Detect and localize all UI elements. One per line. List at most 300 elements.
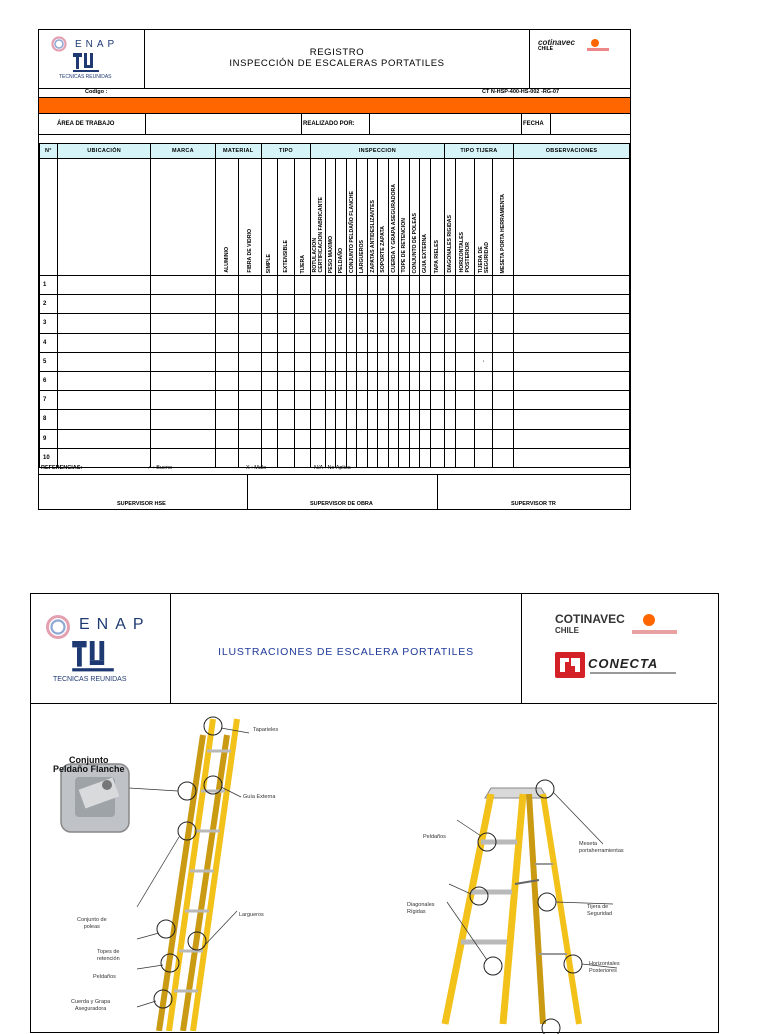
grid-cell <box>456 276 475 295</box>
grid-cell <box>456 429 475 448</box>
grid-cell <box>475 410 493 429</box>
table-row <box>40 295 630 314</box>
grid-cell <box>277 295 295 314</box>
grid-cell <box>444 314 456 333</box>
grid-cell <box>311 333 326 352</box>
referencias-label: REFERENCIAS: <box>41 465 83 471</box>
subheader-label: ROTULACION CERTIFICACION FABRICANTE <box>312 197 325 273</box>
grid-cell <box>514 352 630 371</box>
grid-cell <box>378 429 389 448</box>
enap-logo <box>45 614 71 640</box>
grid-cell <box>475 333 493 352</box>
grid-cell <box>346 371 357 390</box>
grid-cell <box>215 333 238 352</box>
subheader-label: TIJERA DE SEGURIDAD <box>477 241 490 273</box>
subheader-inspeccion <box>399 159 410 276</box>
signature-cell-hse <box>39 475 248 510</box>
grid-cell <box>336 295 347 314</box>
grid-cell <box>514 333 630 352</box>
subheader-inspeccion <box>420 159 431 276</box>
grid-cell <box>357 314 368 333</box>
subheader-label: DIAGONALES RIGIDAS <box>447 215 454 273</box>
codigo-value: CT N-HSP-400-HS-002 -RG-07 <box>482 89 560 95</box>
col-num-header: N° <box>40 144 58 159</box>
grid-cell <box>325 391 336 410</box>
grid-cell <box>57 429 151 448</box>
grid-cell <box>409 371 420 390</box>
grid-cell <box>430 276 444 295</box>
grid-cell <box>215 295 238 314</box>
grid-cell <box>277 371 295 390</box>
subheader-label: MESETA PORTA HERRAMIENTA <box>500 193 507 273</box>
grid-cell <box>399 410 410 429</box>
grid-cell <box>57 410 151 429</box>
grid-cell <box>215 410 238 429</box>
grid-cell <box>57 276 151 295</box>
subheader-label: FIBRA DE VIDRIO <box>246 229 253 273</box>
grid-cell <box>57 314 151 333</box>
row-number: 8 <box>40 410 58 429</box>
grid-cell <box>493 333 514 352</box>
grid-cell <box>346 276 357 295</box>
subheader-inspeccion <box>388 159 399 276</box>
conecta-logo-text: CONECTA <box>588 656 659 671</box>
grid-cell <box>238 410 261 429</box>
cotinavec-logo-text: COTINAVEC <box>555 612 625 626</box>
grid-cell <box>444 410 456 429</box>
grid-cell <box>388 314 399 333</box>
grid-cell <box>430 333 444 352</box>
grid-cell <box>514 429 630 448</box>
col-tipo-tijera-header: TIPO TIJERA <box>444 144 513 159</box>
grid-cell <box>311 391 326 410</box>
grid-cell <box>430 295 444 314</box>
grid-cell <box>261 429 277 448</box>
realizado-label: REALIZADO POR: <box>303 121 355 127</box>
grid-cell <box>456 410 475 429</box>
grid-cell <box>399 295 410 314</box>
grid-cell <box>325 295 336 314</box>
grid-cell <box>357 295 368 314</box>
row-number: 9 <box>40 429 58 448</box>
grid-cell <box>311 371 326 390</box>
signature-row <box>39 474 630 510</box>
grid-cell <box>420 371 431 390</box>
area-value-cell <box>145 114 301 134</box>
grid-cell <box>295 295 311 314</box>
label-conjunto-peldano: Conjunto Peldaño Flanche <box>53 755 125 774</box>
grid-cell <box>367 429 378 448</box>
grid-cell <box>409 333 420 352</box>
row-number: 5 <box>40 352 58 371</box>
grid-cell <box>493 352 514 371</box>
grid-cell <box>311 429 326 448</box>
grid-cell <box>238 314 261 333</box>
grid-cell <box>151 429 215 448</box>
row-number: 7 <box>40 391 58 410</box>
referencias-row <box>39 464 630 474</box>
grid-cell <box>420 276 431 295</box>
conecta-tagline <box>590 672 676 674</box>
grid-cell <box>336 429 347 448</box>
subheader-material <box>238 159 261 276</box>
legend-na: N/A : No Aplica <box>314 465 351 471</box>
tr-logo-icon <box>73 53 99 73</box>
grid-cell <box>475 276 493 295</box>
grid-cell <box>367 352 378 371</box>
grid-cell <box>456 352 475 371</box>
tr-logo-caption: TECNICAS REUNIDAS <box>59 74 112 80</box>
subheader-empty <box>40 159 58 276</box>
grid-cell <box>456 391 475 410</box>
grid-cell <box>215 429 238 448</box>
grid-cell <box>444 429 456 448</box>
grid-cell <box>420 429 431 448</box>
subheader-label: PESO MAXIMO <box>327 235 334 273</box>
grid-cell <box>399 352 410 371</box>
cotinavec-sublogo <box>632 630 677 634</box>
table-row <box>40 429 630 448</box>
area-row <box>39 114 630 135</box>
fecha-label: FECHA <box>523 121 544 127</box>
grid-cell <box>311 410 326 429</box>
grid-cell <box>215 391 238 410</box>
table-row <box>40 352 630 371</box>
label-topes-retencion: Topes de retención <box>97 949 120 962</box>
grid-cell <box>430 410 444 429</box>
grid-cell <box>357 429 368 448</box>
grid-cell <box>325 429 336 448</box>
grid-cell <box>261 391 277 410</box>
illus-logo-box <box>31 594 171 703</box>
subheader-label: GUIA EXTERNA <box>422 233 429 273</box>
grid-cell <box>514 295 630 314</box>
subheader-label: HORIZONTALES POSTERIOR <box>459 232 472 273</box>
label-peldanos-ext: Peldaños <box>93 974 116 980</box>
grid-cell <box>151 371 215 390</box>
subheader-empty <box>514 159 630 276</box>
grid-subheader-row <box>40 159 630 276</box>
grid-cell <box>295 276 311 295</box>
cotinavec-logo-box <box>530 30 630 88</box>
grid-cell <box>57 295 151 314</box>
callout-circle <box>542 1019 560 1034</box>
col-material-header: MATERIAL <box>215 144 261 159</box>
grid-cell <box>346 314 357 333</box>
grid-cell <box>311 314 326 333</box>
illustrations-title: ILUSTRACIONES DE ESCALERA PORTATILES <box>218 646 474 658</box>
inspection-form-sheet <box>38 29 631 510</box>
grid-cell <box>367 410 378 429</box>
legend-malo: X : Malo <box>246 465 267 471</box>
grid-cell <box>261 333 277 352</box>
col-ubicacion-header: UBICACIÓN <box>57 144 151 159</box>
subheader-tijera <box>475 159 493 276</box>
table-row <box>40 391 630 410</box>
subheader-tijera <box>444 159 456 276</box>
subheader-inspeccion <box>409 159 420 276</box>
grid-cell <box>215 352 238 371</box>
cotinavec-chile-text: CHILE <box>538 46 553 52</box>
grid-cell <box>444 391 456 410</box>
subheader-label: ALUMINIO <box>223 247 230 273</box>
row-number: 1 <box>40 276 58 295</box>
grid-cell <box>399 429 410 448</box>
grid-cell <box>357 352 368 371</box>
cotinavec-logo-mark <box>643 614 655 626</box>
grid-cell <box>388 276 399 295</box>
grid-cell <box>151 314 215 333</box>
grid-cell <box>215 314 238 333</box>
col-marca-header: MARCA <box>151 144 215 159</box>
realizado-value-cell <box>369 114 521 134</box>
step-ladder-illustration <box>411 774 691 1034</box>
label-tijera-seguridad: Tijera de Seguridad <box>587 904 613 917</box>
grid-cell <box>493 295 514 314</box>
grid-cell <box>295 391 311 410</box>
row-number: 4 <box>40 333 58 352</box>
subheader-empty <box>57 159 151 276</box>
illustrations-sheet <box>30 593 719 1033</box>
grid-cell <box>514 410 630 429</box>
subheader-inspeccion <box>378 159 389 276</box>
grid-cell <box>388 371 399 390</box>
grid-cell <box>151 391 215 410</box>
grid-cell <box>215 371 238 390</box>
grid-cell <box>514 276 630 295</box>
grid-cell <box>420 391 431 410</box>
grid-cell <box>430 352 444 371</box>
grid-cell <box>493 410 514 429</box>
grid-cell <box>430 371 444 390</box>
grid-cell <box>444 352 456 371</box>
grid-cell <box>456 371 475 390</box>
grid-cell <box>493 314 514 333</box>
grid-cell <box>378 295 389 314</box>
grid-cell <box>277 429 295 448</box>
subheader-label: SIMPLE <box>266 253 273 273</box>
grid-cell <box>367 371 378 390</box>
subheader-label: TOPE DE RETENCION <box>401 218 408 273</box>
grid-cell <box>57 352 151 371</box>
subheader-material <box>215 159 238 276</box>
subheader-inspeccion <box>336 159 347 276</box>
grid-cell <box>493 371 514 390</box>
grid-cell <box>367 295 378 314</box>
label-meseta: Meseta portaherramientas <box>579 841 624 854</box>
grid-cell <box>238 391 261 410</box>
step-ladder <box>445 788 579 1024</box>
grid-cell <box>311 276 326 295</box>
grid-cell <box>444 295 456 314</box>
grid-cell <box>311 352 326 371</box>
col-observaciones-header: OBSERVACIONES <box>514 144 630 159</box>
col-inspeccion-header: INSPECCION <box>311 144 445 159</box>
cotinavec-logo-text: cotinavec <box>538 38 575 47</box>
grid-cell <box>57 333 151 352</box>
grid-cell <box>456 333 475 352</box>
grid-cell <box>378 314 389 333</box>
form-title-line1: REGISTRO <box>309 47 365 58</box>
grid-cell <box>430 429 444 448</box>
codigo-row <box>39 88 630 97</box>
grid-cell <box>261 314 277 333</box>
grid-cell <box>336 371 347 390</box>
grid-cell <box>514 371 630 390</box>
grid-cell <box>378 276 389 295</box>
grid-cell <box>357 276 368 295</box>
grid-cell <box>346 295 357 314</box>
grid-cell <box>378 410 389 429</box>
table-row <box>40 410 630 429</box>
subheader-label: TIJERA <box>299 254 306 273</box>
subheader-inspeccion <box>346 159 357 276</box>
grid-cell <box>325 276 336 295</box>
grid-cell <box>399 314 410 333</box>
grid-cell <box>388 333 399 352</box>
grid-cell <box>325 352 336 371</box>
grid-cell <box>238 371 261 390</box>
grid-cell <box>456 314 475 333</box>
grid-cell <box>420 352 431 371</box>
label-taparieles: Taparieles <box>253 727 279 733</box>
grid-cell <box>357 333 368 352</box>
illustrations-title-box <box>171 594 522 703</box>
row-number: 2 <box>40 295 58 314</box>
grid-cell <box>277 276 295 295</box>
grid-cell <box>367 391 378 410</box>
table-row <box>40 314 630 333</box>
grid-cell <box>295 333 311 352</box>
label-peldanos-step: Peldaños <box>423 834 446 840</box>
grid-cell <box>277 333 295 352</box>
grid-cell <box>151 333 215 352</box>
grid-cell <box>151 276 215 295</box>
tr-logo-icon <box>71 641 115 673</box>
subheader-label: ZAPATAS ANTIDESLIZANTES <box>369 200 376 273</box>
subheader-tijera <box>493 159 514 276</box>
grid-cell <box>238 352 261 371</box>
label-cuerda-grapa: Cuerda y Grapa Aseguradora <box>71 999 111 1012</box>
grid-cell <box>399 391 410 410</box>
subheader-inspeccion <box>430 159 444 276</box>
row5-mark: · <box>475 352 493 371</box>
tr-logo-caption: TECNICAS REUNIDAS <box>53 676 127 683</box>
grid-cell <box>277 352 295 371</box>
subheader-inspeccion <box>325 159 336 276</box>
subheader-label: CUERDA Y GRAPA ASEGURADORA <box>390 184 397 273</box>
grid-cell <box>493 429 514 448</box>
row-number: 6 <box>40 371 58 390</box>
subheader-tipo <box>295 159 311 276</box>
grid-cell <box>420 333 431 352</box>
grid-cell <box>238 333 261 352</box>
grid-cell <box>378 391 389 410</box>
grid-cell <box>277 410 295 429</box>
grid-cell <box>475 371 493 390</box>
cotinavec-logo-mark <box>591 39 599 47</box>
supervisor-hse-label: SUPERVISOR HSE <box>117 501 166 507</box>
table-row <box>40 276 630 295</box>
grid-cell <box>493 391 514 410</box>
grid-cell <box>336 314 347 333</box>
supervisor-obra-label: SUPERVISOR DE OBRA <box>310 501 373 507</box>
grid-cell <box>261 295 277 314</box>
grid-cell <box>444 333 456 352</box>
subheader-label: EXTENSIBLE <box>282 240 289 273</box>
grid-header-row <box>40 144 630 159</box>
grid-cell <box>295 352 311 371</box>
grid-cell <box>261 371 277 390</box>
table-row <box>40 371 630 390</box>
cotinavec-chile-text: CHILE <box>555 626 579 635</box>
grid-cell <box>325 333 336 352</box>
area-label: ÁREA DE TRABAJO <box>57 121 115 127</box>
row-number: 10 <box>40 448 58 467</box>
row-number: 3 <box>40 314 58 333</box>
grid-cell <box>367 276 378 295</box>
grid-cell <box>388 295 399 314</box>
form-title-box <box>145 30 530 88</box>
grid-cell <box>399 333 410 352</box>
enap-logo-text: ENAP <box>79 616 151 633</box>
grid-cell <box>409 429 420 448</box>
inspection-grid <box>39 143 630 468</box>
subheader-label: CONJUNTO PELDAÑO FLANCHE <box>348 190 355 273</box>
grid-cell <box>430 314 444 333</box>
grid-cell <box>336 352 347 371</box>
grid-cell <box>238 429 261 448</box>
grid-cell <box>261 276 277 295</box>
callout-circle <box>538 893 556 911</box>
grid-cell <box>336 333 347 352</box>
grid-cell <box>261 352 277 371</box>
grid-cell <box>514 314 630 333</box>
subheader-tijera <box>456 159 475 276</box>
grid-cell <box>388 391 399 410</box>
grid-cell <box>295 410 311 429</box>
grid-cell <box>295 314 311 333</box>
subheader-label: PELDAÑO <box>338 247 345 273</box>
subheader-label: CONJUNTO DE POLEAS <box>411 212 418 273</box>
grid-cell <box>277 314 295 333</box>
signature-cell-obra <box>248 475 438 510</box>
grid-cell <box>399 276 410 295</box>
grid-cell <box>215 276 238 295</box>
grid-cell <box>346 352 357 371</box>
grid-cell <box>430 391 444 410</box>
grid-cell <box>378 371 389 390</box>
grid-cell <box>238 276 261 295</box>
grid-cell <box>409 314 420 333</box>
subheader-tipo <box>261 159 277 276</box>
grid-cell <box>444 276 456 295</box>
label-largueros: Largueros <box>239 912 264 918</box>
grid-cell <box>346 410 357 429</box>
grid-cell <box>409 391 420 410</box>
grid-cell <box>456 295 475 314</box>
grid-cell <box>420 314 431 333</box>
grid-cell <box>409 352 420 371</box>
table-row <box>40 333 630 352</box>
subheader-label: SOPORTE ZAPATA <box>380 226 387 273</box>
grid-cell <box>295 371 311 390</box>
supervisor-tr-label: SUPERVISOR TR <box>511 501 556 507</box>
extension-ladder <box>159 719 237 1031</box>
grid-cell <box>409 295 420 314</box>
grid-cell <box>514 391 630 410</box>
grid-cell <box>420 410 431 429</box>
